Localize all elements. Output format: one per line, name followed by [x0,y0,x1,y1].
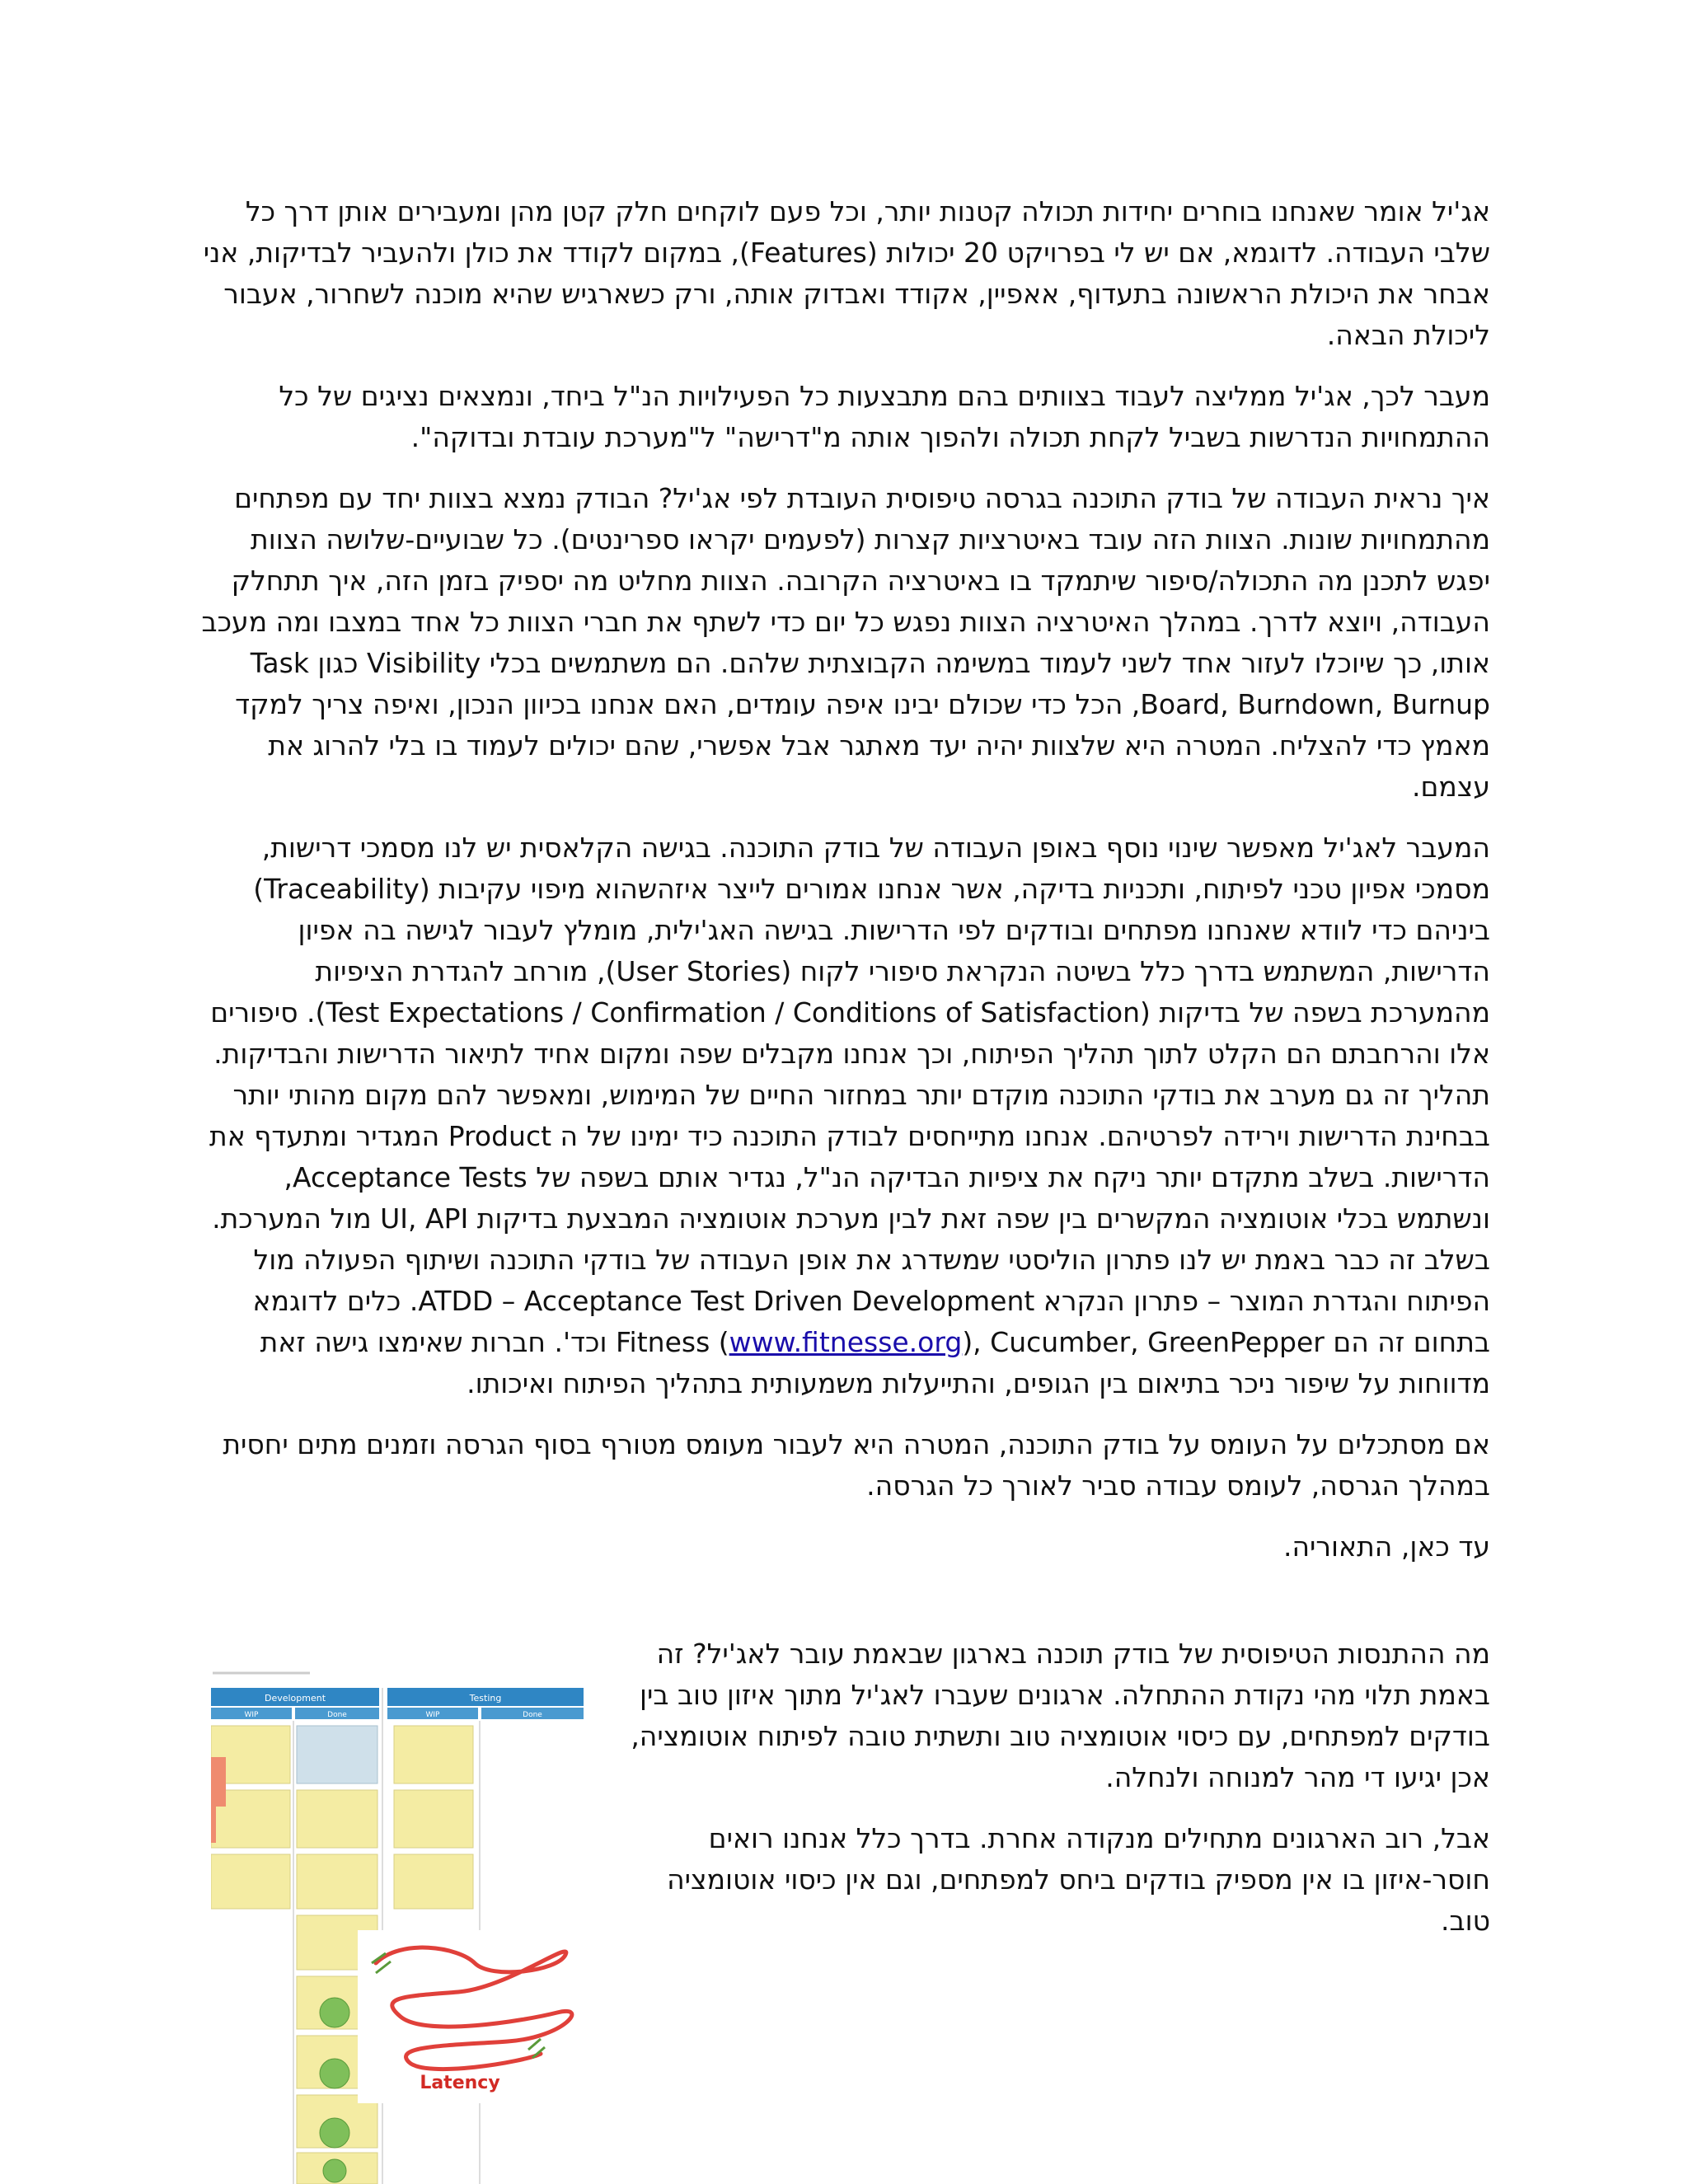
paragraph-imbalance: אבל, רוב הארגונים מתחילים מנקודה אחרת. בדרך כלל אנחנו רואים חוסר-איזון בו אין מספיק בודקים ביחס למפתחים, וגם אין כיסוי אוטומציה טוב. [667,1822,1490,1937]
development-header-label: Development [264,1693,326,1704]
test-done-label: Done [523,1711,542,1719]
paragraph-agile-teams: מעבר לכך, אג'יל ממליצה לעבוד בצוותים בהם מתבצעות כל הפעילויות הנ"ל ביחד, ונמצאים נציגים של כל ההתמחויות הנדרשות בשביל לקחת תכולה ולהפוך אותה מ"דרישה" ל"מערכת עובדת ובדוקה". [279,380,1490,453]
lower-text [625,1633,1490,1961]
paragraph-typical-experience: מה ההתנסות הטיפוסית של בודק תוכנה בארגון שבאמת עובר לאג'יל? זה באמת תלוי מהי נקודת ההתחלה. ארגונים שעברו לאג'יל מתוך איזון טוב בין בודקים למפתחים, עם כיסוי אוטומציה טוב ותשתית טובה לפיתוח אוטומציה, אכן יגיעו די מהר למנוחה ולנחלה. [631,1638,1490,1793]
body-text [196,191,1490,1587]
paragraph-theory-end: עד כאן, התאוריה. [1283,1530,1490,1563]
paragraph-agile-small-units: אג'יל אומר שאנחנו בוחרים יחידות תכולה קטנות יותר, וכל פעם לוקחים חלק קטן מהן ומעבירים אותן דרך כל שלבי העבודה. לדוגמא, אם יש לי בפרויקט 20 יכולות (Features), במקום לקודד את כולן ולהעביר לבדיקות, אני אבחר את היכולת הראשונה בתעדוף, אאפיין, אקודד ואבדוק אותה, ורק כשארגיש שהיא מוכנה לשחרור, אעבור ליכולת הבאה. [203,195,1490,351]
testing-header-label: Testing [469,1693,502,1704]
blocked-sticky [211,1757,226,1807]
latency-label: Latency [420,2073,500,2093]
test-wip-label: WIP [425,1711,440,1719]
paragraph-atdd-text: המעבר לאג'יל מאפשר שינוי נוסף באופן העבודה של בודק התוכנה. בגישה הקלאסית יש לנו מסמכי דרישות, מסמכי אפיון טכני לפיתוח, ותכניות בדיקה, אשר אנחנו אמורים לייצר איזהשהוא מיפוי עקיבות (Traceability) ביניהם כדי לוודא שאנחנו מפתחים ובודקים לפי הדרישות. בגישה האג'ילית, מומלץ לעבור לגישה בה אפיון הדרישות, המשתמש בדרך כלל בשיטה הנקראת סיפורי לקוח (User Stories), מורחב להגדרת הציפיות מהמערכת בשפה של בדיקות (Test Expectations / Confirmation / Conditions of Satisfaction). סיפורים אלו והרחבתם הם הקלט לתוך תהליך הפיתוח, וכך אנחנו מקבלים שפה ומקום אחיד לתיאור הדרישות והבדיקות. תהליך זה גם מערב את בודקי התוכנה מוקדם יותר במחזור החיים של המימוש, ומאפשר להם מקום מהותי יותר בבחינת הדרישות וירידה לפרטיהם. אנחנו מתייחסים לבודק התוכנה כיד ימינו של ה Product המגדיר ומתעדף את הדרישות. בשלב מתקדם יותר ניקח את ציפיות הבדיקה הנ"ל, נגדיר אותם בשפה של Acceptance Tests, ונשתמש בכלי אוטומציה המקשרים בין שפה זאת לבין מערכת אוטומציה המבצעת בדיקות UI, API מול המערכת. בשלב זה כבר באמת יש לנו פתרון הוליסטי שמשדרג את אופן העבודה של בודקי התוכנה ושיתוף הפעולה מול הפיתוח והגדרת המוצר – פתרון הנקרא ATDD – Acceptance Test Driven Development. כלים לדוגמא בתחום זה הם Fitness ( [209,832,1490,1358]
paragraph-tester-iteration: איך נראית העבודה של בודק התוכנה בגרסה טיפוסית העובדת לפי אג'יל? הבודק נמצא בצוות יחד עם מפתחים מהתמחויות שונות. הצוות הזה עובד באיטרציות קצרות (לפעמים יקראו ספרינטים). כל שבועיים-שלושה הצוות יפגש לתכנן מה התכולה/סיפור שיתמקד בו באיטרציה הקרובה. הצוות מחליט מה יספיק בזמן הזה, איך תתחלק העבודה, ויוצא לדרך. במהלך האיטרציה הצוות נפגש כל יום כדי לשתף את חברי הצוות כל אחד במצבו ומה מעכב אותו, כך שיוכלו לעזור אחד לשני לעמוד במשימה הקבוצתית שלהם. הם משתמשים בכלי Visibility כגון Task Board, Burndown, Burnup, הכל כדי שכולם יבינו איפה עומדים, האם אנחנו בכיוון הנכון, ואיפה צריך למקד מאמץ כדי להצליח. המטרה היא שלצוות יהיה יעד מאתגר אבל אפשרי, שהם יכולים לעמוד בו בלי להרוג את עצמם. [201,482,1490,803]
dev-done-label: Done [327,1711,347,1719]
kanban-board-image [211,1666,584,2184]
dev-wip-label: WIP [244,1711,259,1719]
paragraph-workload: אם מסתכלים על העומס על בודק התוכנה, המטרה היא לעבור מעומס מטורף בסוף הגרסה וזמנים מתים יחסית במהלך הגרסה, לעומס עבודה סביר לאורך כל הגרסה. [223,1428,1490,1502]
paragraph-atdd-tail: ), Cucumber, GreenPepper וכד'. חברות שאימצו גישה זאת מדווחות על שיפור ניכר בתיאום בין הגופים, והתייעלות משמעותית בתהליך הפיתוח ואיכותו. [260,1326,1490,1399]
fitnesse-link[interactable]: www.fitnesse.org [729,1326,963,1358]
kanban-board-figure [211,1666,584,2184]
paragraph-atdd [196,827,1490,1404]
